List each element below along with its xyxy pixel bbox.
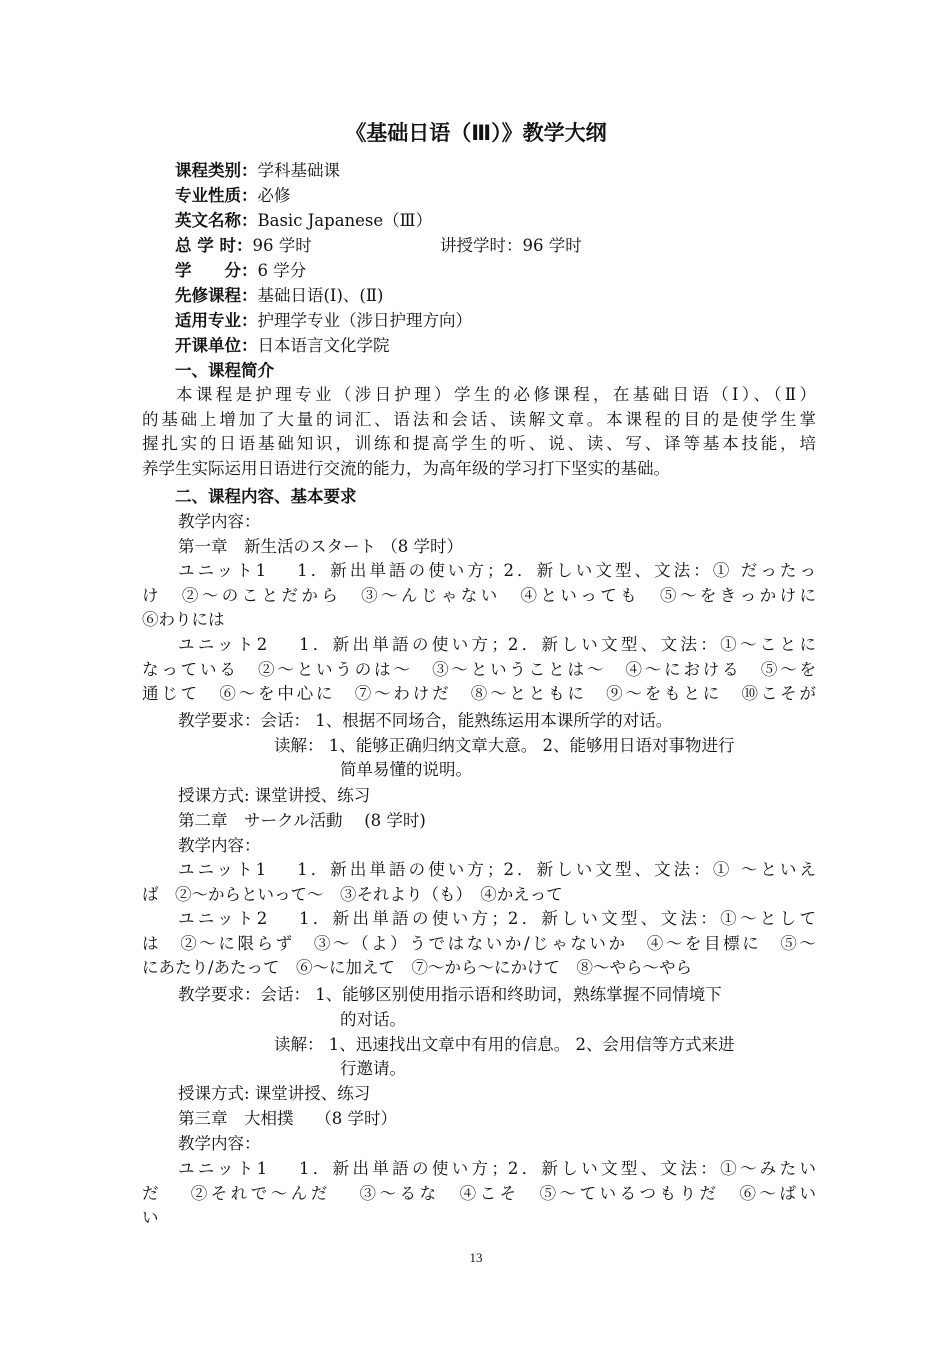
paragraph-line: ユニット1 1．新出単語の使い方；2．新しい文型、文法：① だったっ	[178, 561, 816, 580]
intro-paragraph	[142, 383, 816, 481]
info-credits: 学 分：6 学分	[175, 261, 307, 280]
paragraph-line: ユニット1 1．新出単語の使い方；2．新しい文型、文法：①～みたい	[178, 1159, 816, 1178]
info-nature: 专业性质：必修	[175, 186, 291, 205]
info-english-name: 英文名称：Basic Japanese（Ⅲ）	[175, 211, 433, 230]
chapter-1-method: 授课方式: 课堂讲授、练习	[178, 786, 371, 805]
paragraph-line: ユニット1 1．新出単語の使い方；2．新しい文型、文法：① ～といえ	[178, 860, 816, 879]
paragraph-line: にあたり/あたって ⑥～に加えて ⑦～から～にかけて ⑧～やら～やら	[142, 958, 693, 977]
chapter-1-unit-1	[142, 559, 816, 633]
page-number: 13	[469, 1250, 483, 1265]
info-prerequisite: 先修课程：基础日语(Ⅰ)、(Ⅱ)	[175, 286, 384, 305]
paragraph-line: だ ②それで～んだ ③～るな ④こそ ⑤～ているつもりだ ⑥～ばい	[142, 1183, 816, 1203]
paragraph-line: 本课程是护理专业（涉日护理）学生的必修课程，在基础日语（Ⅰ）、（Ⅱ）	[176, 385, 816, 404]
paragraph-line: い	[142, 1208, 159, 1227]
info-category: 课程类别：学科基础课	[175, 161, 340, 180]
chapter-2-unit-2	[142, 907, 816, 981]
chapter-3-content-label: 教学内容：	[178, 1134, 261, 1153]
paragraph-line: ば ②～からといって～ ③それより（も） ④かえって	[142, 884, 563, 904]
paragraph-line: 通じて ⑥～を中心に ⑦～わけだ ⑧～とともに ⑨～をもとに ⑩こそが	[142, 684, 816, 703]
section-heading-intro: 一、课程简介	[175, 361, 274, 380]
chapter-3-unit-1	[142, 1157, 816, 1231]
chapter-2-req-reading-cont: 行邀请。	[340, 1059, 406, 1078]
section-heading-content: 二、课程内容、基本要求	[175, 487, 357, 506]
chapter-2-method: 授课方式: 课堂讲授、练习	[178, 1084, 371, 1103]
document-title: 《基础日语（Ⅲ）》教学大纲	[345, 121, 607, 145]
chapter-2-unit-1	[142, 858, 816, 907]
chapter-1-unit-2	[142, 633, 816, 707]
chapter-2-req-conversation-cont: 的对话。	[340, 1010, 406, 1029]
chapter-1-title: 第一章 新生活のスタート （8 学时）	[178, 537, 463, 556]
content-label: 教学内容：	[178, 512, 261, 531]
chapter-2-req-reading: 读解： 1、迅速找出文章中有用的信息。 2、会用信等方式来进	[274, 1035, 735, 1054]
paragraph-line: 握扎实的日语基础知识，训练和提高学生的听、说、读、写、译等基本技能，培	[142, 434, 816, 453]
chapter-1-req-reading: 读解： 1、能够正确归纳文章大意。 2、能够用日语对事物进行	[274, 736, 735, 755]
chapter-1-req-conversation: 教学要求：会话： 1、根据不同场合，能熟练运用本课所学的对话。	[178, 711, 673, 730]
paragraph-line: け ②～のことだから ③～んじゃない ④といっても ⑤～をきっかけに	[142, 585, 816, 605]
paragraph-line: ⑥わりには	[142, 610, 225, 629]
info-lecture-hours: 讲授学时：96 学时	[440, 236, 582, 255]
info-major: 适用专业：护理学专业（涉日护理方向）	[175, 311, 472, 330]
paragraph-line: 养学生实际运用日语进行交流的能力，为高年级的学习打下坚实的基础。	[142, 458, 670, 478]
chapter-2-content-label: 教学内容：	[178, 836, 261, 855]
paragraph-line: は ②～に限らず ③～（よ）うではないか/じゃないか ④～を目標に ⑤～	[142, 933, 816, 953]
paragraph-line: ユニット2 1．新出単語の使い方；2．新しい文型、文法：①～として	[178, 909, 816, 928]
info-department: 开课单位：日本语言文化学院	[175, 336, 390, 355]
chapter-2-title: 第二章 サークル活動 (8 学时)	[178, 811, 426, 830]
paragraph-line: 的基础上增加了大量的词汇、语法和会话、读解文章。本课程的目的是使学生掌	[142, 409, 816, 429]
chapter-1-req-reading-cont: 简单易懂的说明。	[340, 760, 472, 779]
chapter-3-title: 第三章 大相撲 （8 学时）	[178, 1109, 397, 1128]
info-total-hours: 总 学 时：96 学时	[175, 236, 312, 255]
chapter-2-req-conversation: 教学要求：会话： 1、能够区别使用指示语和终助词，熟练掌握不同情境下	[178, 985, 722, 1004]
paragraph-line: なっている ②～というのは～ ③～ということは～ ④～における ⑤～を	[142, 659, 816, 679]
paragraph-line: ユニット2 1．新出単語の使い方；2．新しい文型、文法：①～ことに	[178, 635, 816, 654]
